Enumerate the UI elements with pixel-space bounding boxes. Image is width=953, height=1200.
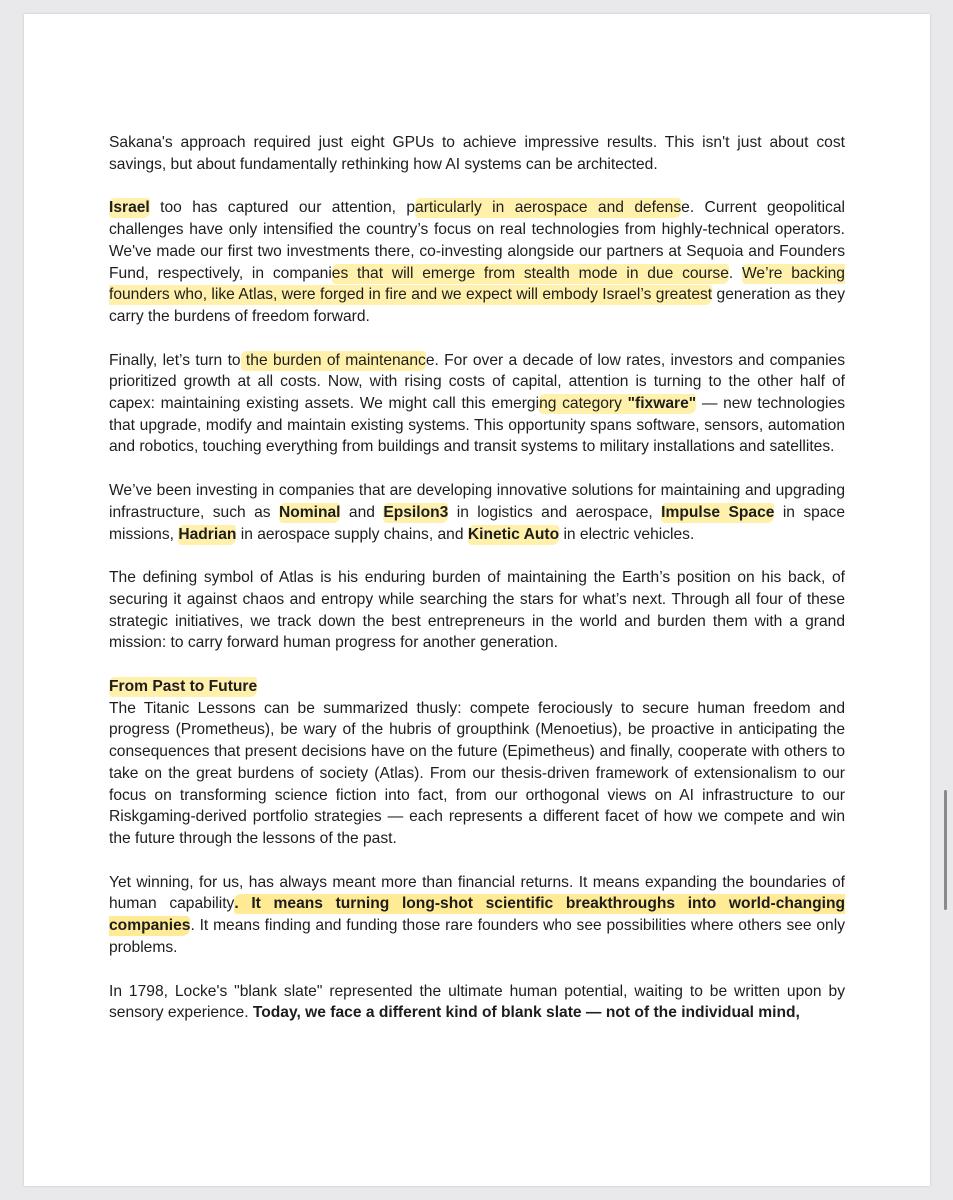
- text: — new technologies that upgrade, modify and maintain existing systems. This opportunity spans software, sensors, automation and robotics, touching everything from buildings and transit systems to military installations and satellites.: [109, 395, 845, 456]
- highlight: the burden of maintenanc: [240, 351, 426, 369]
- text: Finally, let’s turn to: [109, 351, 241, 369]
- document-page: [24, 14, 930, 1186]
- company-kinetic-auto: Kinetic Auto: [467, 525, 560, 543]
- section-heading: [109, 676, 845, 698]
- text: The Titanic Lessons can be summarized thusly: compete ferociously to secure human freedom and progress (Prometheus), be wary of the hubris of groupthink (Menoetius), be proactive in anticipating the consequences that present decisions have on the future (Epimetheus) and finally, cooperate with others to take on the great burdens of society (Atlas). From our thesis-driven framework of extensionalism to our focus on transforming science fiction into fact, from our orthogonal views on AI infrastructure to our Riskgaming-derived portfolio strategies — each represents a different facet of how we compete and win the future through the lessons of the past.: [109, 699, 845, 847]
- paragraph-winning: [109, 872, 845, 959]
- paragraph-locke: [109, 981, 845, 1024]
- highlight: . It means turning long-shot scientific breakthroughs into world-changing companies: [109, 895, 846, 935]
- paragraph-israel: [109, 197, 845, 327]
- text: e. Current geopolitical challenges have only intensified the country’s focus on real technologies from highly-technical operators. We've made our first two investments there, co-investing alongside our partners at Sequoia and Founders Fund, respectively, in compani: [109, 199, 845, 282]
- text: in logistics and aerospace,: [448, 503, 662, 521]
- bold-text: "fixware": [627, 395, 697, 413]
- highlight: [539, 394, 696, 414]
- text: In 1798, Locke's "blank slate" represented the ultimate human potential, waiting to be written upon by sensory experience.: [109, 982, 845, 1022]
- text: and: [340, 503, 384, 521]
- highlight: es that will emerge from stealth mode in due course: [331, 264, 729, 282]
- highlight: From Past to Future: [109, 678, 258, 696]
- paragraph-maintenance: [109, 350, 845, 459]
- bold-text: Today, we face a different kind of blank slate — not of the individual mind,: [252, 1004, 800, 1022]
- highlight: We’re backing founders who, like Atlas, were forged in fire and we expect will embody Israel’s greatest: [109, 264, 845, 304]
- text: .: [728, 264, 742, 282]
- text: too has captured our attention, p: [149, 199, 416, 217]
- highlight: [109, 198, 150, 218]
- text: in aerospace supply chains, and: [236, 525, 468, 543]
- highlight: articularly in aerospace and defens: [415, 199, 682, 217]
- bold-text: Israel: [109, 199, 150, 217]
- text: in electric vehicles.: [559, 525, 695, 543]
- text: e. For over a decade of low rates, investors and companies prioritized growth at all costs. Now, with rising costs of capital, attention is turning to the other half of capex: maintaining existing assets. We might call this emergi: [109, 351, 846, 413]
- document-body: [109, 132, 845, 1024]
- text: Sakana's approach required just eight GPUs to achieve impressive results. This isn't just about cost savings, but about fundamentally rethinking how AI systems can be architected.: [109, 134, 845, 173]
- paragraph-investments: [109, 480, 845, 545]
- paragraph-sakana: [109, 132, 845, 175]
- company-impulse-space: Impulse Space: [661, 503, 775, 521]
- text: . It means finding and funding those rare founders who see possibilities where others see only problems.: [109, 917, 845, 956]
- text: Yet winning, for us, has always meant more than financial returns. It means expanding the boundaries of human capability: [109, 873, 845, 913]
- text: We’ve been investing in companies that are developing innovative solutions for maintaining and upgrading infrastructure, such as: [109, 482, 845, 521]
- text: ng category: [539, 395, 628, 413]
- paragraph-titanic-lessons: [109, 698, 845, 850]
- paragraph-atlas: [109, 567, 845, 654]
- scrollbar[interactable]: [944, 790, 947, 910]
- company-epsilon3: Epsilon3: [383, 503, 449, 521]
- text: in space missions,: [109, 503, 845, 543]
- company-nominal: Nominal: [278, 503, 341, 521]
- text: generation as they carry the burdens of freedom forward.: [109, 286, 845, 325]
- company-hadrian: Hadrian: [178, 525, 237, 543]
- text: The defining symbol of Atlas is his enduring burden of maintaining the Earth’s position on his back, of securing it against chaos and entropy while searching the stars for what’s next. Through all four of these strategic initiatives, we track down the best entrepreneurs in the world and burden them with a grand mission: to carry forward human progress for another generation.: [109, 569, 845, 652]
